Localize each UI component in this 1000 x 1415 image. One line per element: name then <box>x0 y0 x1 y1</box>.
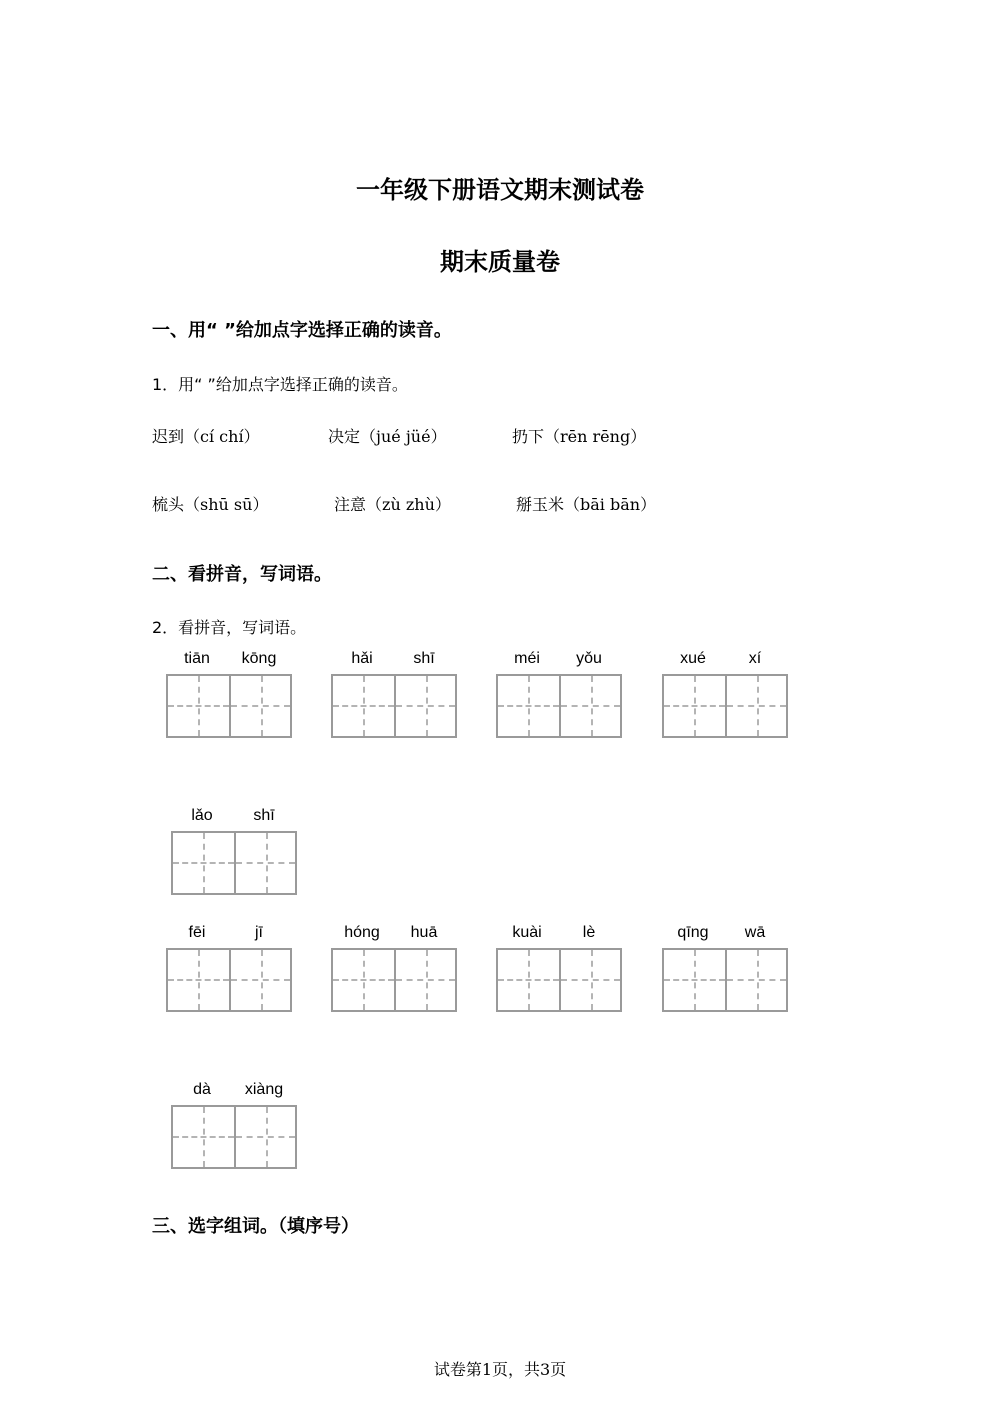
pinyin-label: kōng <box>241 650 277 667</box>
grid-cell[interactable] <box>664 676 725 736</box>
pinyin-writing-box <box>171 1081 297 1169</box>
grid-cell[interactable] <box>725 676 786 736</box>
pronunciation-item <box>152 492 268 515</box>
item-word: 梳头 <box>152 495 185 514</box>
item-word: 决定 <box>328 427 361 446</box>
grid-cell[interactable] <box>229 950 290 1010</box>
tianzige-grid[interactable] <box>331 948 457 1012</box>
section-3-heading: 三、选字组词。（填序号） <box>152 1216 359 1237</box>
pinyin-label: xí <box>748 650 762 667</box>
pinyin-label: xiàng <box>244 1081 284 1098</box>
question-2: 2．看拼音，写词语。 <box>152 618 307 637</box>
item-options: （shū sū） <box>184 495 269 514</box>
pronunciation-item <box>512 424 646 447</box>
page-subtitle: 期末质量卷 <box>440 248 560 276</box>
grid-cell[interactable] <box>168 950 229 1010</box>
pinyin-writing-box <box>171 807 297 895</box>
page-footer: 试卷第1页，共3页 <box>433 1360 567 1379</box>
pinyin-writing-box <box>166 924 292 1012</box>
item-word: 注意 <box>334 495 367 514</box>
grid-cell[interactable] <box>394 950 455 1010</box>
pinyin-label: dà <box>193 1081 211 1098</box>
grid-cell[interactable] <box>173 833 234 893</box>
tianzige-grid[interactable] <box>331 674 457 738</box>
pinyin-writing-box <box>662 924 788 1012</box>
pinyin-label: hóng <box>344 924 380 941</box>
pinyin-label: lè <box>582 924 596 941</box>
pinyin-label: hǎi <box>351 650 373 667</box>
tianzige-grid[interactable] <box>662 674 788 738</box>
grid-cell[interactable] <box>229 676 290 736</box>
grid-cell[interactable] <box>498 676 559 736</box>
item-options: （zù zhù） <box>366 495 451 514</box>
item-options: （cí chí） <box>184 427 260 446</box>
pinyin-writing-box <box>166 650 292 738</box>
item-options: （bāi bān） <box>564 495 657 514</box>
grid-cell[interactable] <box>333 950 394 1010</box>
grid-cell[interactable] <box>559 950 620 1010</box>
tianzige-grid[interactable] <box>171 1105 297 1169</box>
pinyin-writing-box <box>496 924 622 1012</box>
pinyin-writing-box <box>496 650 622 738</box>
pinyin-label: xué <box>680 650 706 667</box>
tianzige-grid[interactable] <box>496 948 622 1012</box>
pronunciation-item <box>516 492 656 515</box>
item-options: （rēn rēng） <box>544 427 647 446</box>
pronunciation-item <box>152 424 260 447</box>
pinyin-label: shī <box>253 807 275 824</box>
page-title: 一年级下册语文期末测试卷 <box>356 176 644 204</box>
grid-cell[interactable] <box>559 676 620 736</box>
item-word: 掰玉米 <box>516 495 565 514</box>
pinyin-label: shī <box>413 650 435 667</box>
section-1-heading: 一、用“ ”给加点字选择正确的读音。 <box>152 320 452 341</box>
pinyin-label: lǎo <box>191 807 213 824</box>
grid-cell[interactable] <box>498 950 559 1010</box>
tianzige-grid[interactable] <box>166 948 292 1012</box>
tianzige-grid[interactable] <box>662 948 788 1012</box>
grid-cell[interactable] <box>333 676 394 736</box>
tianzige-grid[interactable] <box>171 831 297 895</box>
pinyin-label: fēi <box>188 924 206 941</box>
question-1: 1．用“ ”给加点字选择正确的读音。 <box>152 375 408 394</box>
grid-cell[interactable] <box>725 950 786 1010</box>
pinyin-label: méi <box>514 650 540 667</box>
section-2-heading: 二、看拼音，写词语。 <box>152 564 332 585</box>
pinyin-label: huā <box>410 924 438 941</box>
tianzige-grid[interactable] <box>166 674 292 738</box>
item-word: 迟到 <box>152 427 185 446</box>
pinyin-label: wā <box>744 924 766 941</box>
pinyin-label: qīng <box>677 924 709 941</box>
pronunciation-item <box>328 424 447 447</box>
grid-cell[interactable] <box>168 676 229 736</box>
pinyin-label: yǒu <box>576 650 602 667</box>
grid-cell[interactable] <box>173 1107 234 1167</box>
grid-cell[interactable] <box>394 676 455 736</box>
tianzige-grid[interactable] <box>496 674 622 738</box>
item-word: 扔下 <box>512 427 545 446</box>
grid-cell[interactable] <box>664 950 725 1010</box>
pinyin-label: tiān <box>184 650 210 667</box>
grid-cell[interactable] <box>234 1107 295 1167</box>
pinyin-writing-box <box>331 650 457 738</box>
pinyin-writing-box <box>331 924 457 1012</box>
pinyin-writing-box <box>662 650 788 738</box>
item-options: （jué jüé） <box>360 427 447 446</box>
pronunciation-item <box>334 492 451 515</box>
grid-cell[interactable] <box>234 833 295 893</box>
pinyin-label: kuài <box>512 924 542 941</box>
pinyin-label: jī <box>255 924 263 941</box>
